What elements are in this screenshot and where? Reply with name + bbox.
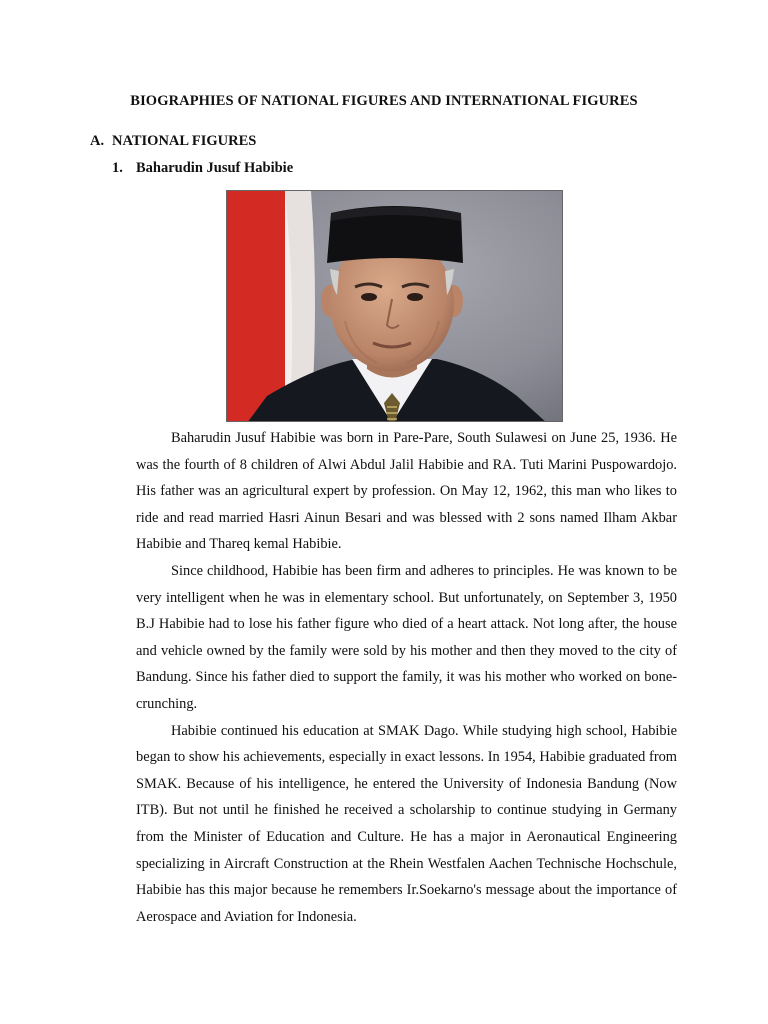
section-heading xyxy=(90,133,256,150)
section-label: NATIONAL FIGURES xyxy=(112,133,257,149)
section-marker: A. xyxy=(90,133,105,149)
document-title: BIOGRAPHIES OF NATIONAL FIGURES AND INTERNATIONAL FIGURES xyxy=(130,93,638,109)
subsection-heading xyxy=(112,160,293,177)
paragraph: Since childhood, Habibie has been firm and adheres to principles. He was known to be very intelligent when he was in elementary school. But unfortunately, on September 3, 1950 B.J Habibie had to lose his father figure who died of a heart attack. Not long after, the house and vehicle owned by the family were sold by his mother and then they moved to the city of Bandung. Since his father died to support the family, it was his mother who worked on bone-crunching. xyxy=(136,562,677,712)
paragraph: Habibie continued his education at SMAK Dago. While studying high school, Habibie began to show his achievements, especially in exact lessons. In 1954, Habibie graduated from SMAK. Because of his intelligence, he entered the University of Indonesia Bandung (Now ITB). But not until he finished he received a scholarship to continue studying in Germany from the Minister of Education and Culture. He has a major in Aeronautical Engineering specializing in Aircraft Construction at the Rhein Westfalen Aachen Technische Hochschule, Habibie has this major because he remembers Ir.Soekarno's message about the importance of Aerospace and Aviation for Indonesia. xyxy=(136,722,677,925)
biography-text xyxy=(136,425,677,930)
portrait-photo xyxy=(226,190,563,422)
paragraph: Baharudin Jusuf Habibie was born in Pare-Pare, South Sulawesi on June 25, 1936. He was the fourth of 8 children of Alwi Abdul Jalil Habibie and RA. Tuti Marini Puspowardojo. His father was an agricultural expert by profession. On May 12, 1962, this man who likes to ride and read married Hasri Ainun Besari and was blessed with 2 sons named Ilham Akbar Habibie and Thareq kemal Habibie. xyxy=(136,430,677,553)
subsection-label: Baharudin Jusuf Habibie xyxy=(136,160,294,176)
subsection-marker: 1. xyxy=(112,160,123,176)
